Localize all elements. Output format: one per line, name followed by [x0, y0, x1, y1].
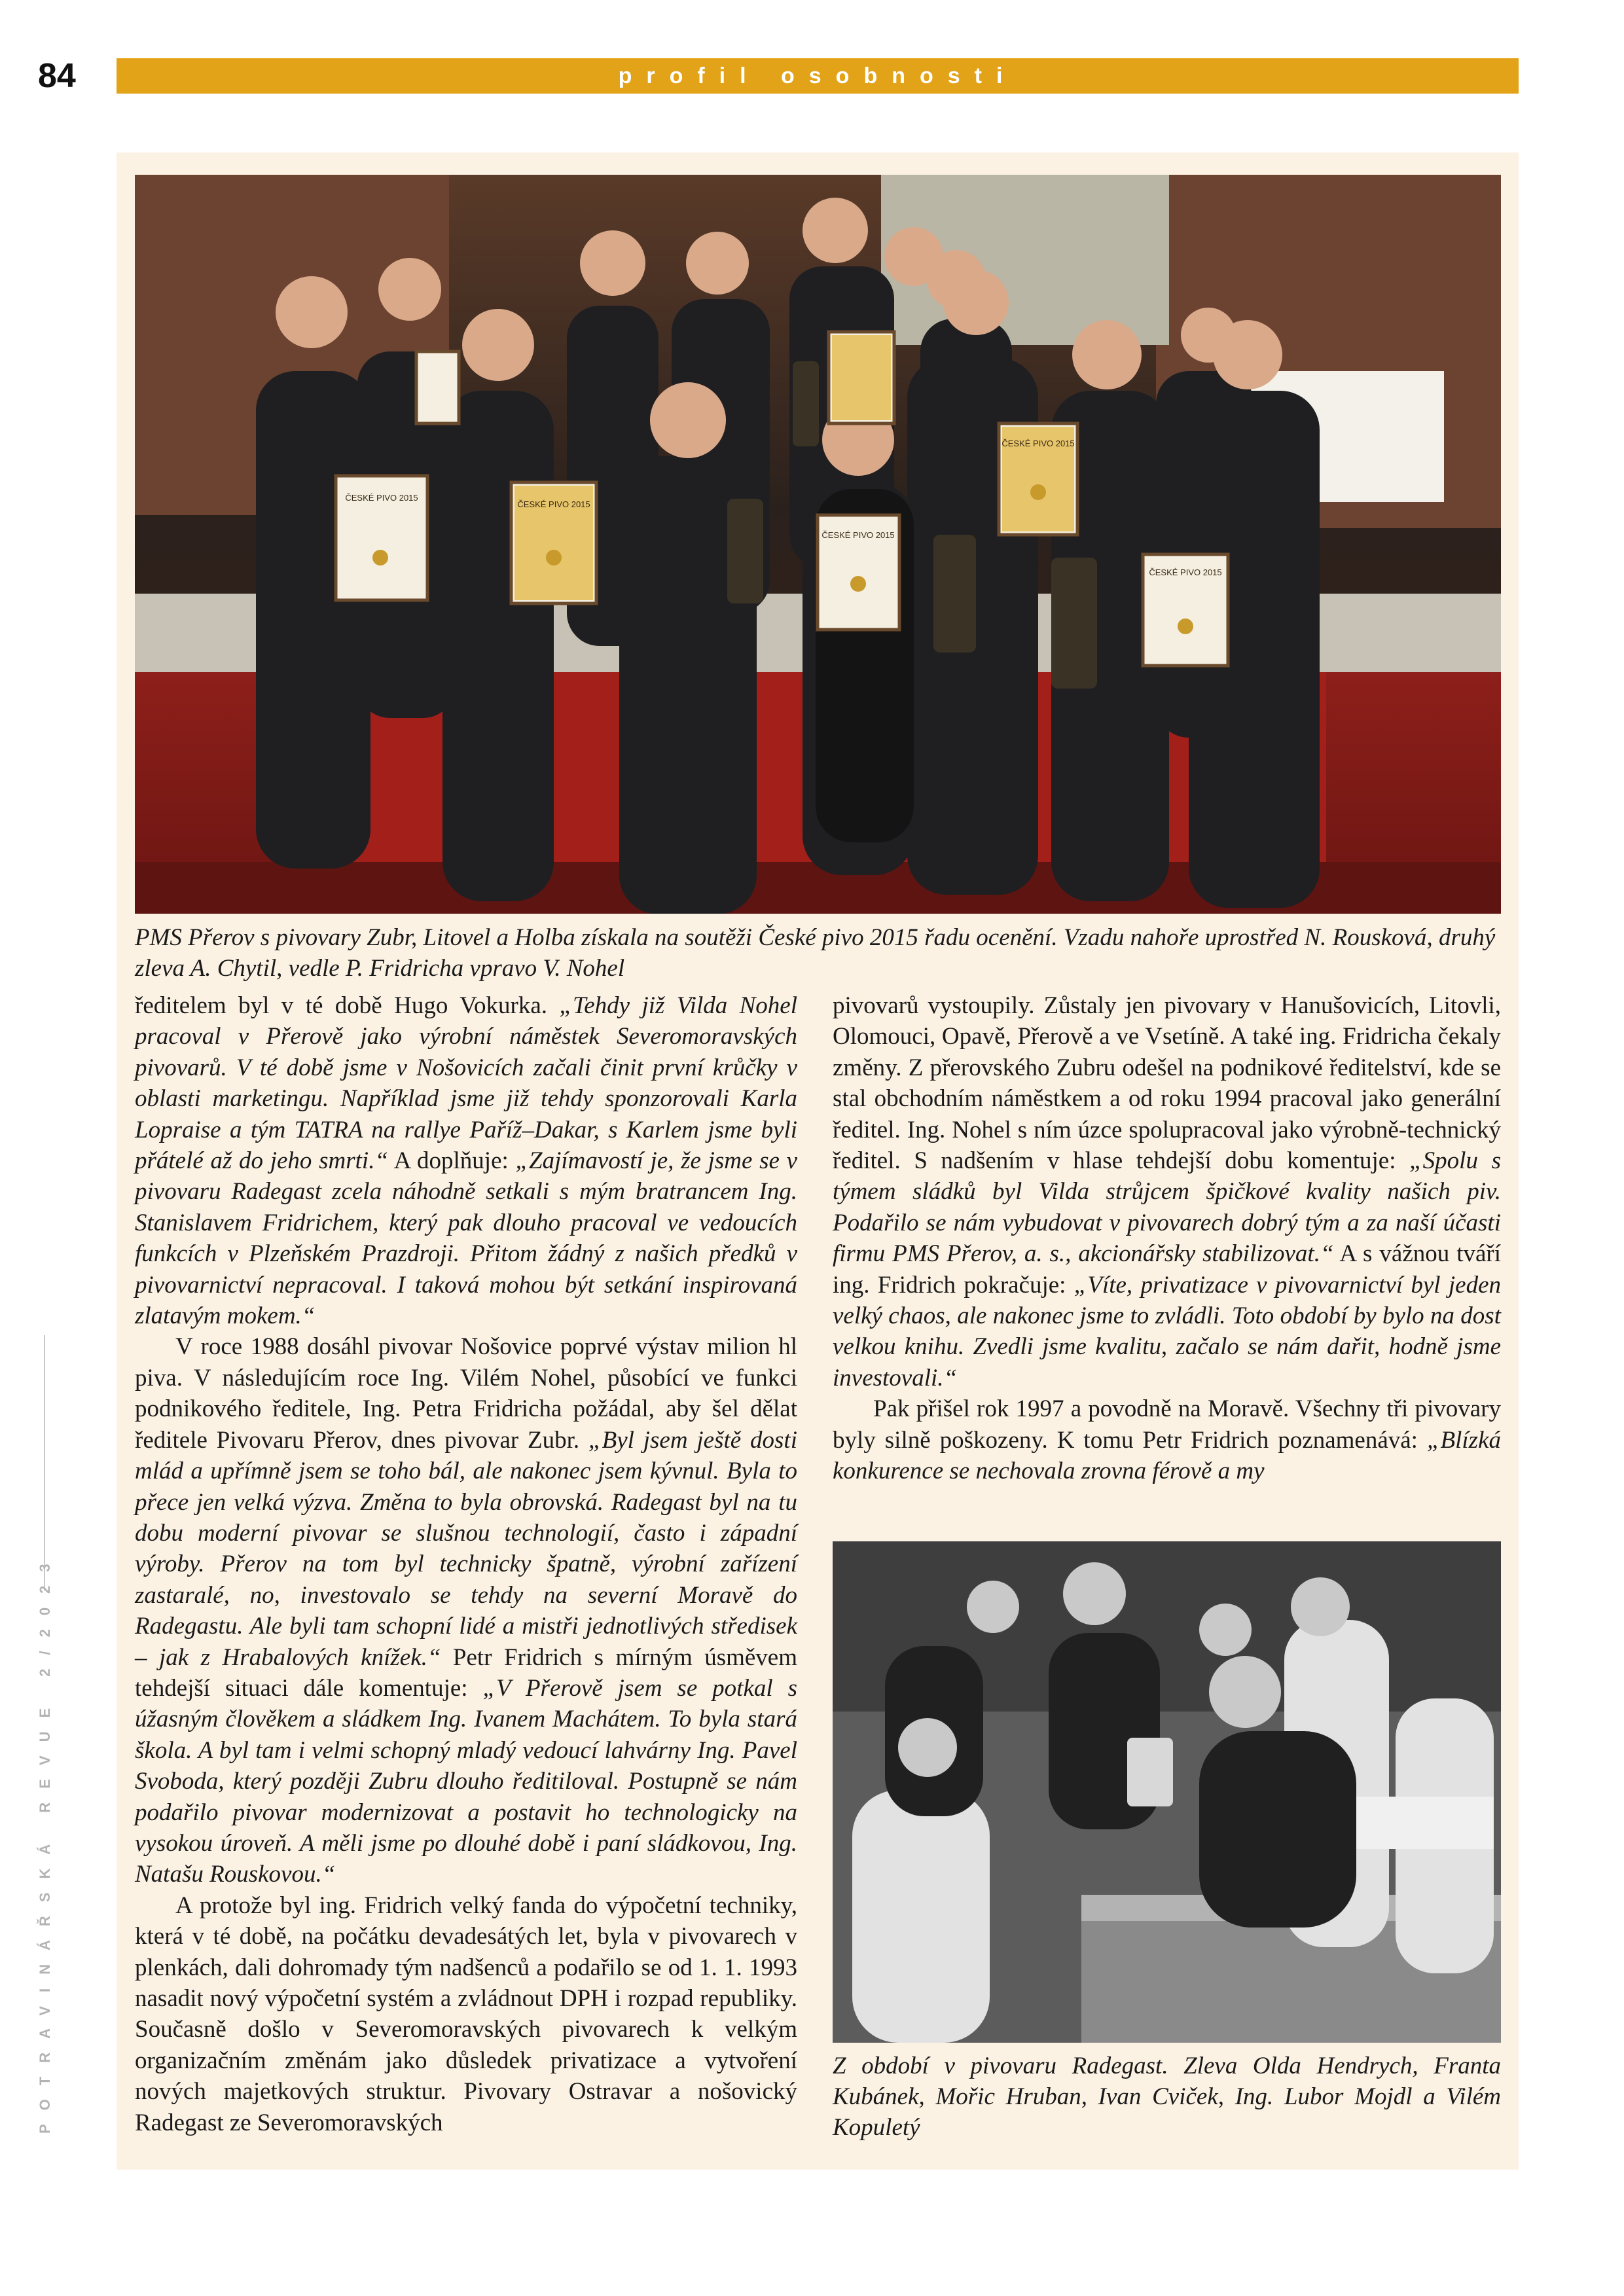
quote-text: „Víte, privatizace v pivovarnictví byl jeden velký chaos, ale nakonec jsme to zvládli. Toto období by bylo na dost velkou knihu. Zvedli jsme kvalitu, začalo se nám dařit, hodně jsme investovali.“ [833, 1271, 1501, 1391]
radegast-historical-photo [833, 1541, 1501, 2043]
award-ceremony-photo [135, 175, 1501, 914]
historical-photo-caption: Z období v pivovaru Radegast. Zleva Olda Hendrych, Franta Kubánek, Mořic Hruban, Ivan Cviček, Ing. Lubor Mojdl a Vilém Kopuletý [833, 2053, 1501, 2141]
article-content [117, 152, 1519, 2170]
left-col-paragraph: A protože byl ing. Fridrich velký fanda do výpočetní techniky, která v té době, na počátku devadesátých let, byla v pivovarech v plenkách, dali dohromady tým nadšenců a podařilo se od 1. 1. 1993 nasadit nový výpočetní systém a zvládnout DPH i rozpad republiky. Současně došlo v Severomoravských pivovarech k velkým organizačním změnám jako důsledek privatizace a vytvoření nových majetkových struktur. Pivovary Ostravar a nošovický Radegast ze Severomoravských [135, 1892, 797, 2136]
certificate-label: ČESKÉ PIVO 2015 [1001, 439, 1075, 448]
quote-text: „V Přerově jsem se potkal s úžasným člověkem a sládkem Ing. Ivanem Machátem. To byla stará škola. A byl tam i velmi schopný mladý vedoucí lahvárny Ing. Pavel Svoboda, který později Zubru dlouho ředitiloval. Postupně se nám podařilo pivovar modernizovat a postavit ho technologicky na vysokou úroveň. A měli jsme po dlouhé době i paní sládkovou, Ing. Natašu Rouskovou.“ [135, 1674, 797, 1888]
right-col-text: A s vážnou tváří ing. Fridrich pokračuje: [833, 1240, 1502, 1299]
left-col-text: ředitelem byl v té době Hugo Vokurka. [135, 992, 560, 1019]
quote-text: „Spolu s týmem sládků byl Vilda strůjcem špičkové kvality našich piv. Podařilo se nám vybudovat v pivovarech dobrý tým a za naší účasti firmu PMS Přerov, a. s., akcionářsky stabilizovat.“ [833, 1147, 1501, 1268]
certificate-label: ČESKÉ PIVO 2015 [345, 493, 418, 503]
left-col-text: A doplňuje: [388, 1147, 516, 1175]
right-col-text: pivovarů vystoupily. Zůstaly jen pivovary v Hanušovicích, Litovli, Olomouci, Opavě, Přerově a ve Vsetíně. A také ing. Fridricha čekaly změny. Z přerovského Zubru odešel na podnikové ředitelství, kde se stal obchodním náměstkem a od roku 1994 pracoval jako generální ředitel. Ing. Nohel s ním úzce spolupracoval jako výrobně-technický ředitel. S nadšením v hlase tehdejší dobu komentuje: [833, 992, 1501, 1175]
left-col-text: Petr Fridrich s mírným úsměvem tehdejší situaci dále komentuje: [135, 1643, 797, 1702]
certificate-label: ČESKÉ PIVO 2015 [1149, 567, 1222, 577]
left-col-text: V roce 1988 dosáhl pivovar Nošovice poprvé výstav milion hl piva. V následujícím roce Ing. Vilém Nohel, působící ve funkci podnikového ředitele, Ing. Petra Fridricha požádal, aby šel dělat ředitele Pivovaru Přerov, dnes pivovar Zubr. [135, 1333, 797, 1454]
left-column [135, 990, 797, 2138]
award-photo-caption: PMS Přerov s pivovary Zubr, Litovel a Holba získala na soutěži České pivo 2015 řadu ocenění. Vzadu nahoře uprostřed N. Rousková, druhý zleva A. Chytil, vedle P. Fridricha vpravo V. Nohel [135, 924, 1496, 982]
page-number: 84 [38, 57, 76, 95]
certificate-label: ČESKÉ PIVO 2015 [517, 499, 590, 509]
certificate-label: ČESKÉ PIVO 2015 [821, 530, 895, 540]
quote-text: „Zajímavostí je, že jsme se v pivovaru Radegast zcela náhodně setkali s mým bratrancem Ing. Stanislavem Fridrichem, který pak dlouho pracoval ve vedoucích funkcích v Plzeňském Prazdroji. Přitom žádný z našich předků v pivovarnictví nepracoval. I taková mohou být setkání inspirovaná zlatavým mokem.“ [135, 1147, 798, 1330]
right-column [833, 990, 1501, 1487]
right-col-text: Pak přišel rok 1997 a povodně na Moravě. Všechny tři pivovary byly silně poškozeny. K tomu Petr Fridrich poznamenává: [833, 1395, 1501, 1454]
section-header [117, 58, 1519, 94]
quote-text: „Byl jsem ještě dosti mlád a upřímně jsem se toho bál, ale nakonec jsem kývnul. Byla to přece jen velká výzva. Změna to byla obrovská. Radegast byl na tu dobu moderní pivovar se slušnou technologií, často i západní výroby. Přerov na tom byl technicky špatně, výrobní zařízení zastaralé, no, investovalo se tehdy na severní Moravě do Radegastu. Ale byli tam schopní lidé a mistři jednotlivých středisek – jak z Hrabalových knížek.“ [135, 1426, 797, 1671]
section-title: profil osobnosti [618, 63, 1017, 88]
quote-text: „Blízká konkurence se nechovala zrovna férově a my [833, 1426, 1501, 1485]
quote-text: „Tehdy již Vilda Nohel pracoval v Přerově jako výrobní náměstek Severomoravských pivovarů. V té době jsme v Nošovicích začali činit první krůčky v oblasti marketingu. Například jsme již tehdy sponzorovali Karla Lopraise a tým TATRA na rallye Paříž–Dakar, s Karlem jsme byli přátelé až do jeho smrti.“ [135, 992, 798, 1175]
magazine-issue-label: POTRAVINÁŘSKÁ REVUE 2/2023 [37, 1550, 53, 2134]
